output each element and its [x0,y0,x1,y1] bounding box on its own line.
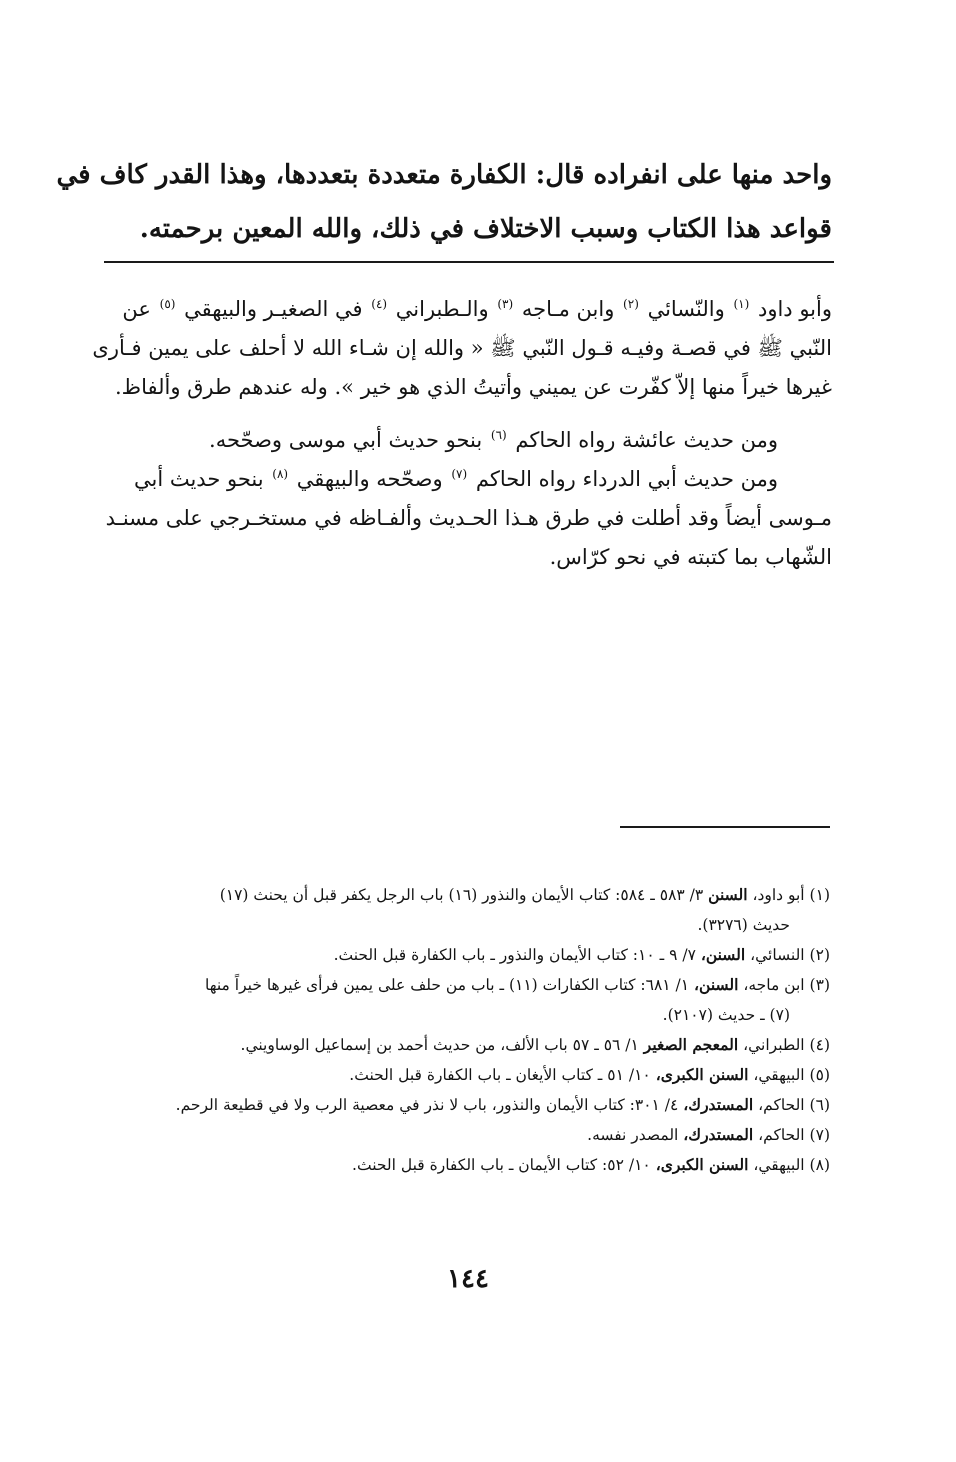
footnote-line [100,940,830,970]
footnote-number: (٦) [809,1096,830,1114]
footnote-separator [620,826,830,828]
footnote-ref: (٨) [272,467,289,481]
body-text-segment: وصحّحه والبيهقي [296,467,443,491]
footnote-author: البيهقي، [753,1156,805,1174]
body-line: الشّهاب بما كتبته في نحو كرّاس. [549,545,832,569]
footnote-2 [100,940,830,970]
footnote-number: (٣) [809,976,830,994]
footnote-6 [100,1090,830,1120]
footnote-number: (٢) [809,946,830,964]
body-line: النّبي ﷺ في قصـة وفيـه قـول النّبي ﷺ « والله إن شـاء الله لا أحلف على يمين فـأرى [92,336,832,360]
footnote-text: ١/ ٥٦ ـ ٥٧ باب الألف، من حديث أحمد بن إسماعيل الوساويني. [240,1036,639,1054]
footnote-4 [100,1030,830,1060]
footnote-author: الحاكم، [758,1126,805,1144]
footnote-line [100,880,830,910]
footnote-author: النسائي، [750,946,805,964]
footnote-line [100,970,830,1000]
footnote-continuation: (٧) ـ حديث (٢١٠٧). [662,1006,790,1024]
footnote-author: الحاكم، [758,1096,805,1114]
body-paragraph-3 [106,460,832,577]
footnote-ref: (٤) [371,297,388,311]
body-text-segment: وابن مـاجه [521,297,615,321]
footnote-text: ١٠/ ٥١ ـ كتاب الأيغان ـ باب الكفارة قبل الحنث. [349,1066,651,1084]
footnote-5 [100,1060,830,1090]
footnote-ref: (٧) [451,467,468,481]
footnote-3 [100,970,830,1030]
body-text-segment: ومن حديث أبي الدرداء رواه الحاكم [475,467,778,491]
body-text-segment: بنحو حديث أبي موسى وصحّحه. [209,428,483,452]
footnote-ref: (٦) [490,428,507,442]
body-line [106,421,832,460]
footnote-source-title: السنن، [694,975,739,994]
body-text-segment: والنّسائي [647,297,725,321]
footnote-source-title: المستدرك، [683,1095,754,1114]
body-paragraph-1 [92,290,832,407]
page-number: ١٤٤ [447,1264,489,1294]
footnote-text: المصدر نفسه. [587,1126,679,1144]
footnote-ref: (٥) [159,297,176,311]
body-text [92,290,832,577]
body-text-segment: وأبو داود [757,297,832,321]
body-text-segment: في الصغيـر والبيهقي [184,297,363,321]
footnote-number: (٥) [809,1066,830,1084]
footnote-text: ٧/ ٩ ـ ١٠: كتاب الأيمان والنذور ـ باب الكفارة قبل الحنث. [333,946,696,964]
footnote-text: ١٠/ ٥٢: كتاب الأيمان ـ باب الكفارة قبل الحنث. [352,1156,651,1174]
footnote-author: البيهقي، [753,1066,805,1084]
body-text-segment: بنحو حديث أبي [133,467,264,491]
footnote-1 [100,880,830,940]
footnote-line [100,1030,830,1060]
footnote-source-title: السنن [708,885,748,904]
body-text-segment: عن [122,297,151,321]
footnote-7 [100,1120,830,1150]
footnote-source-title: السنن الكبرى، [655,1155,749,1174]
footnote-text: ٤/ ٣٠١: كتاب الأيمان والنذور، باب لا نذر في معصية الرب ولا في قطيعة الرحم. [175,1096,679,1114]
footnote-ref: (٢) [623,297,639,311]
footnotes [100,880,830,1180]
footnote-8 [100,1150,830,1180]
footnote-line [100,1150,830,1180]
footnote-line [100,1120,830,1150]
footnote-text: ١/ ٦٨١: كتاب الكفارات (١١) ـ باب من حلف على يمين فرأى غيرها خيراً منها [205,976,690,994]
footnote-source-title: السنن الكبرى، [655,1065,749,1084]
section-divider [104,261,834,263]
footnote-line [100,1060,830,1090]
body-line [106,290,832,329]
top-paragraph-line: واحد منها على انفراده قال: الكفارة متعددة بتعددها، وهذا القدر كاف في [56,160,832,190]
body-line: غيرها خيراً منها إلاّ كفّرت عن يميني وأتيتُ الذي هو خير ». وله عندهم طرق وألفاظ. [114,375,832,399]
body-text-segment: والـطبراني [395,297,489,321]
footnote-author: ابن ماجه، [743,976,805,994]
footnote-number: (٤) [809,1036,830,1054]
footnote-number: (٨) [809,1156,830,1174]
footnote-source-title: المستدرك، [683,1125,754,1144]
top-paragraph [56,148,832,256]
footnote-number: (١) [809,886,830,904]
footnote-source-title: المعجم الصغير [643,1035,739,1054]
footnote-number: (٧) [809,1126,830,1144]
top-paragraph-line: قواعد هذا الكتاب وسبب الاختلاف في ذلك، والله المعين برحمته. [139,214,832,244]
footnote-source-title: السنن، [700,945,746,964]
body-line: مـوسى أيضاً وقد أطلت في طرق هـذا الحـديث وألفـاظه في مستخـرجي على مسنـد [105,506,832,530]
footnote-ref: (١) [733,297,750,311]
footnote-continuation: حديث (٣٢٧٦). [697,916,790,934]
body-paragraph-2 [106,421,832,460]
body-line [106,460,832,499]
footnote-author: الطبراني، [743,1036,805,1054]
footnote-ref: (٣) [497,297,514,311]
footnote-text: ٣/ ٥٨٣ ـ ٥٨٤: كتاب الأيمان والنذور (١٦) باب الرجل يكفر قبل أن يحنث (١٧) [219,886,704,904]
footnote-author: أبو داود، [752,886,805,904]
footnote-line [100,1090,830,1120]
body-text-segment: ومن حديث عائشة رواه الحاكم [515,428,778,452]
